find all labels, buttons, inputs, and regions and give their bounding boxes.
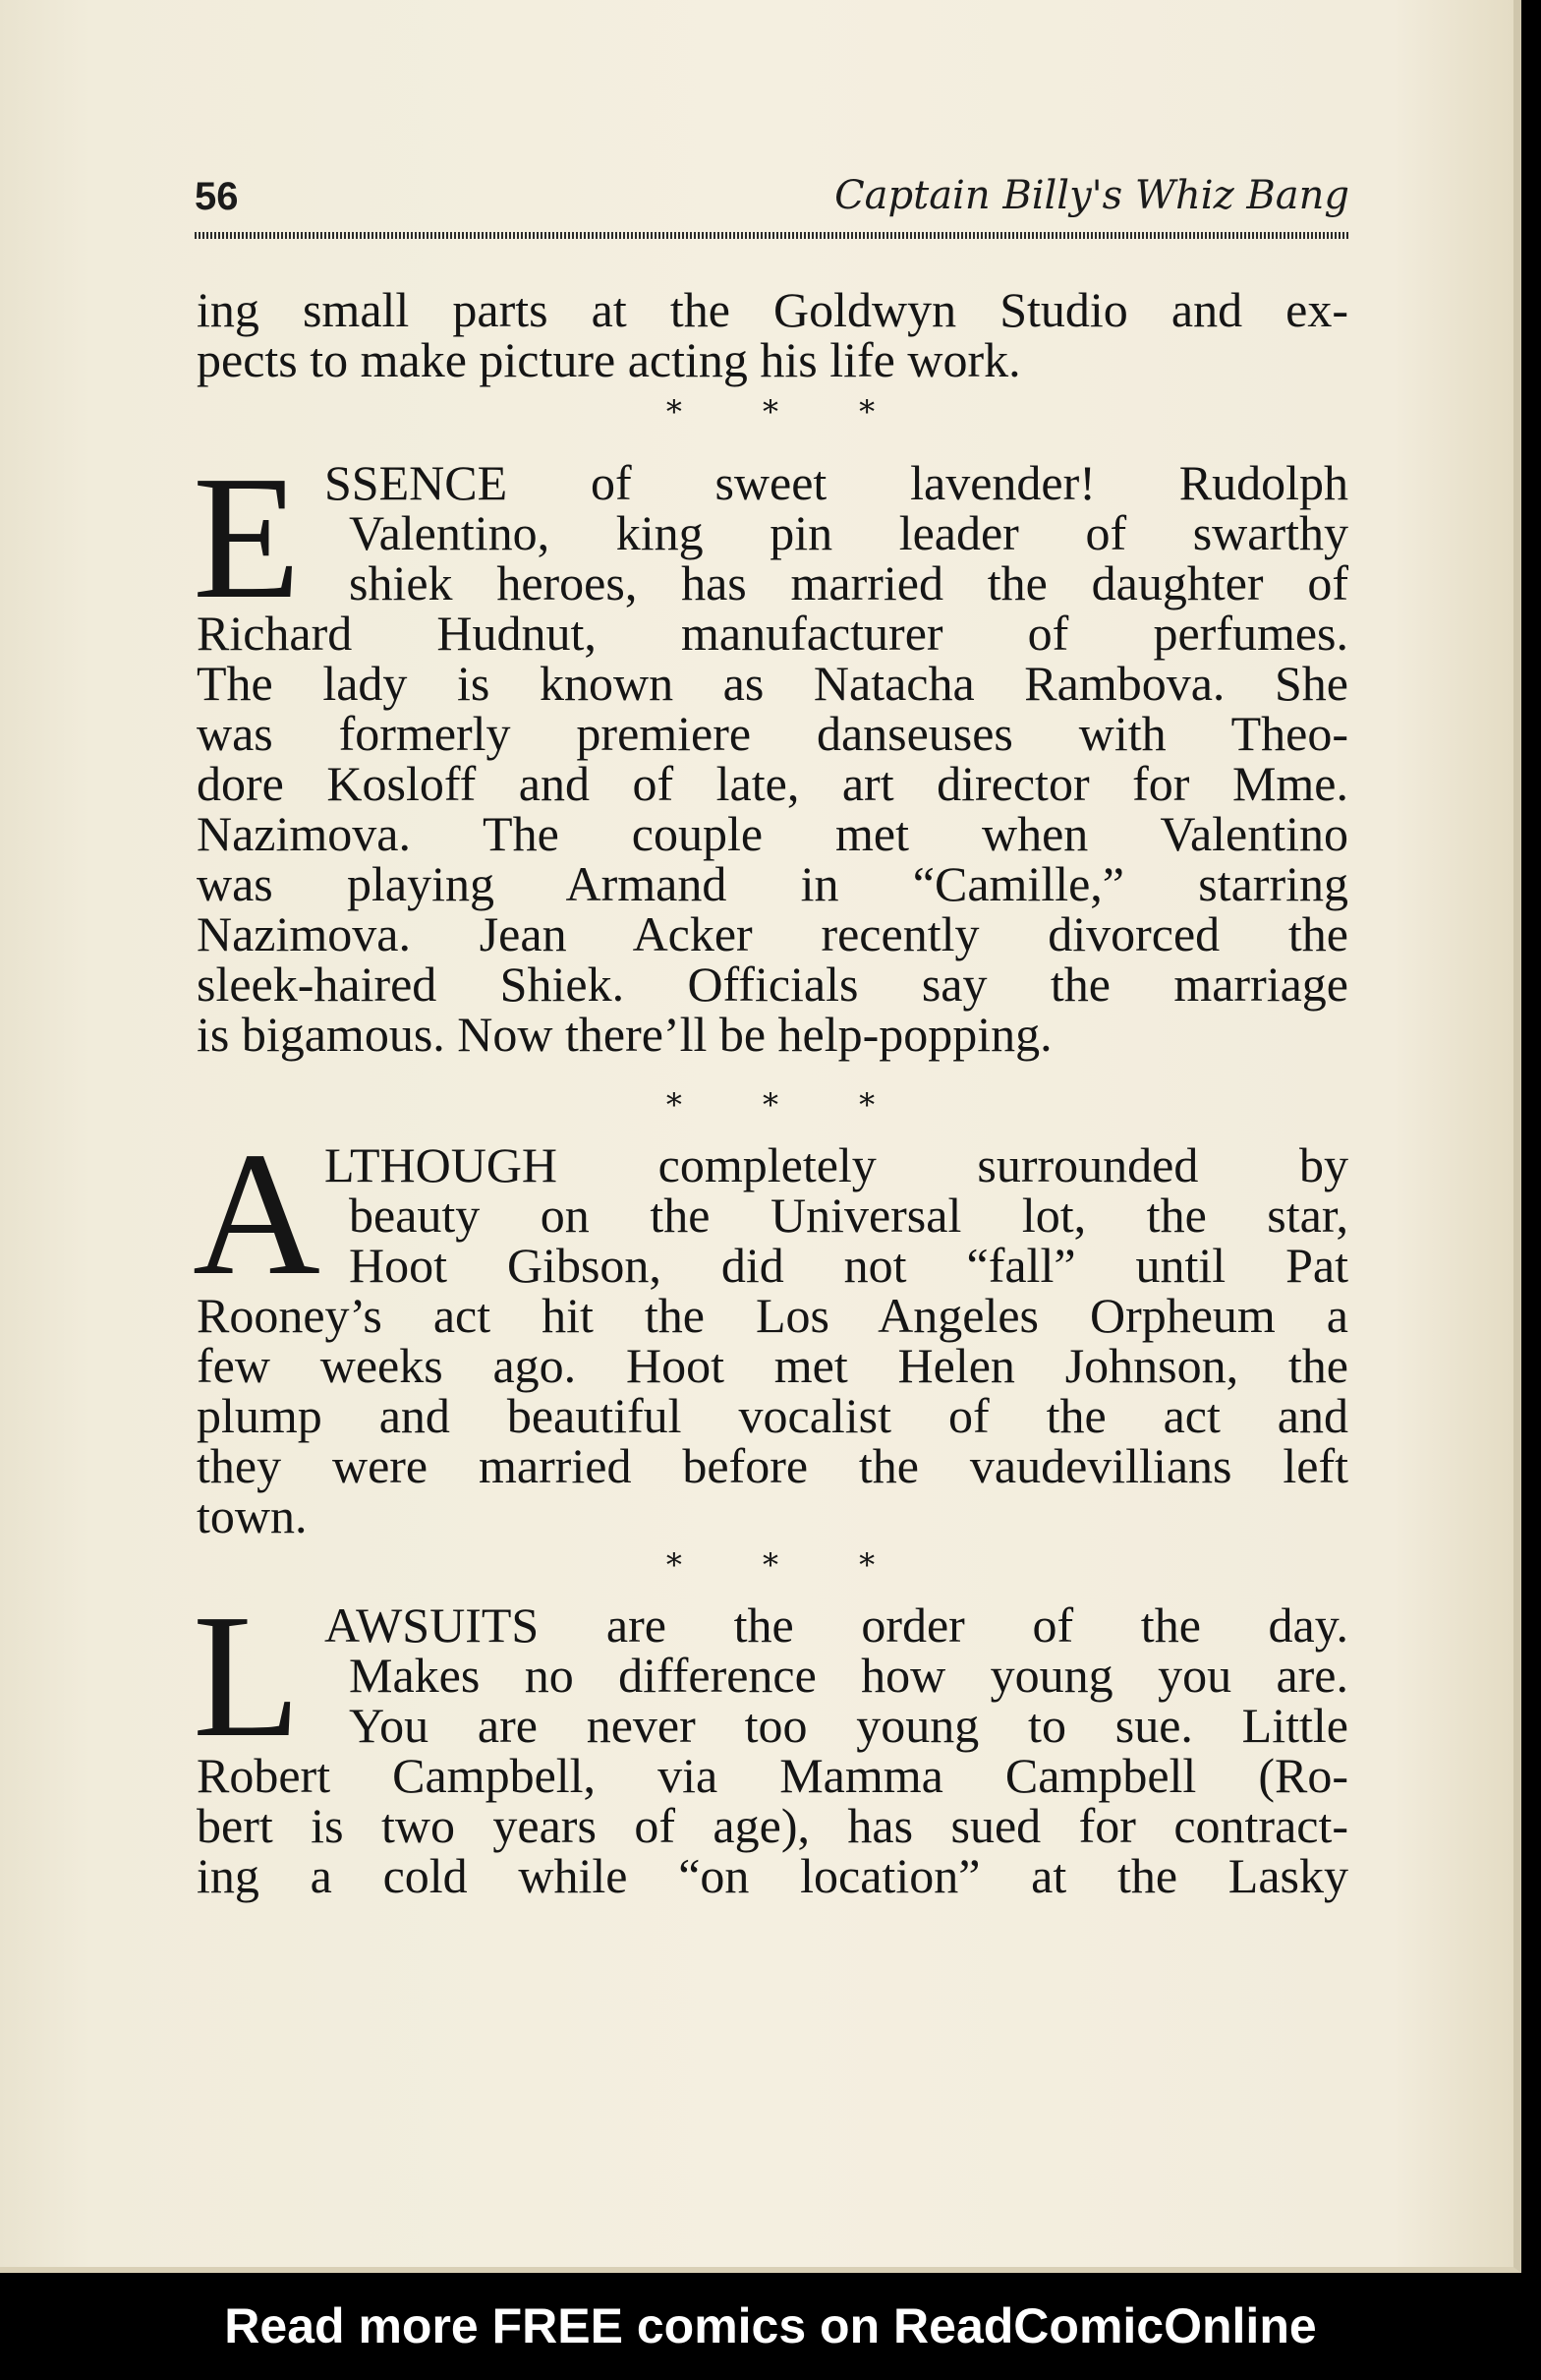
text-line: plump and beautiful vocalist of the act and [197, 1388, 1348, 1443]
article-valentino [197, 455, 1348, 1062]
text-line: Valentino, king pin leader of swarthy [349, 505, 1348, 560]
page-header [195, 173, 1349, 228]
promo-footer: Read more FREE comics on ReadComicOnline [0, 2273, 1541, 2380]
text-line: ing a cold while “on location” at the Lasky [197, 1848, 1348, 1903]
section-divider: * * * [665, 393, 911, 431]
header-rule [195, 232, 1349, 239]
text-line: ing small parts at the Goldwyn Studio and ex- [197, 282, 1348, 337]
drop-cap: A [193, 1116, 320, 1311]
text-line: Rooney’s act hit the Los Angeles Orpheum a [197, 1288, 1348, 1343]
text-line: shiek heroes, has married the daughter of [349, 555, 1348, 610]
running-title: Captain Billy's Whiz Bang [834, 173, 1349, 218]
text-line: The lady is known as Natacha Rambova. She [197, 656, 1348, 711]
drop-cap: L [193, 1578, 301, 1773]
text-line: Makes no difference how young you are. [349, 1648, 1348, 1703]
text-line: Nazimova. Jean Acker recently divorced the [197, 906, 1348, 961]
intro-paragraph [197, 282, 1348, 387]
text-line: bert is two years of age), has sued for contract- [197, 1798, 1348, 1853]
text-line: was playing Armand in “Camille,” starring [197, 856, 1348, 911]
drop-cap: E [193, 439, 301, 635]
text-line: is bigamous. Now there’ll be help-popping. [197, 1007, 1053, 1062]
article-lawsuits [197, 1597, 1348, 1903]
text-line: You are never too young to sue. Little [349, 1698, 1348, 1753]
text-line: Nazimova. The couple met when Valentino [197, 806, 1348, 861]
text-line: was formerly premiere danseuses with Theo- [197, 706, 1348, 761]
text-line: Hoot Gibson, did not “fall” until Pat [349, 1238, 1348, 1293]
text-line: dore Kosloff and of late, art director for Mme. [197, 756, 1348, 811]
text-line: town. [197, 1488, 308, 1543]
text-line: they were married before the vaudevillians left [197, 1438, 1348, 1493]
text-line: beauty on the Universal lot, the star, [349, 1188, 1348, 1243]
text-line: LTHOUGH completely surrounded by [324, 1137, 1348, 1192]
text-line: few weeks ago. Hoot met Helen Johnson, the [197, 1338, 1348, 1393]
section-divider: * * * [665, 1546, 911, 1584]
text-line: pects to make picture acting his life work. [197, 332, 1021, 387]
text-line: AWSUITS are the order of the day. [324, 1597, 1348, 1653]
text-line: Richard Hudnut, manufacturer of perfumes. [197, 606, 1348, 661]
article-gibson [197, 1137, 1348, 1543]
text-line: sleek-haired Shiek. Officials say the marriage [197, 957, 1348, 1012]
section-divider: * * * [665, 1086, 911, 1124]
page-number: 56 [195, 175, 239, 218]
text-line: SSENCE of sweet lavender! Rudolph [324, 455, 1348, 510]
text-line: Robert Campbell, via Mamma Campbell (Ro- [197, 1748, 1348, 1803]
